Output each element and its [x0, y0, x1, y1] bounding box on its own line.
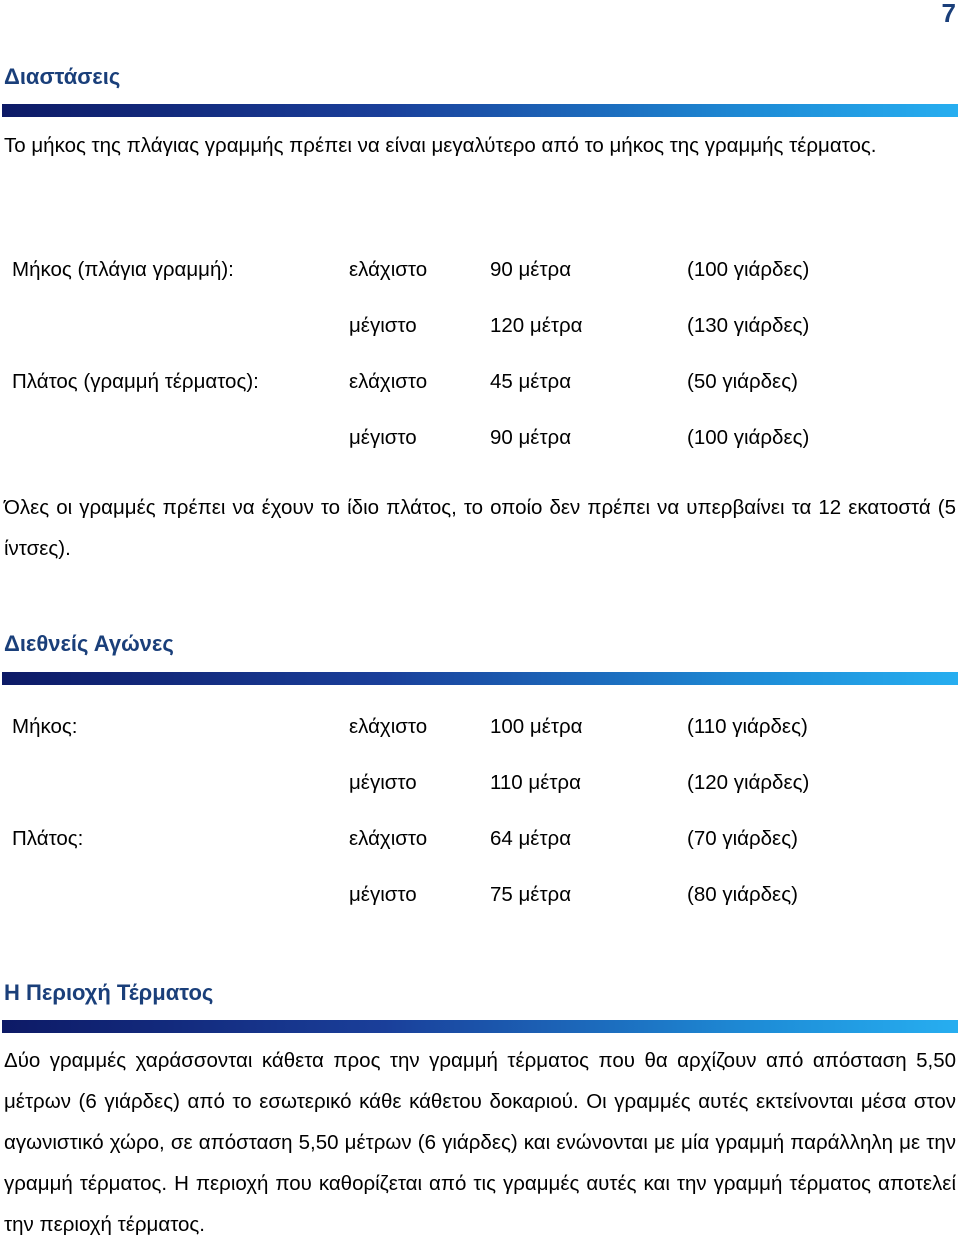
row-label: Μήκος: [12, 715, 78, 738]
dimension-row [0, 824, 960, 854]
row-label: Μήκος (πλάγια γραμμή): [12, 258, 234, 281]
row-label: Πλάτος: [12, 827, 84, 850]
row-kind: ελάχιστο [349, 715, 428, 738]
row-yards: (100 γιάρδες) [687, 258, 810, 281]
section-heading-goal-area: Η Περιοχή Τέρματος [4, 980, 214, 1005]
row-yards: (100 γιάρδες) [687, 426, 810, 449]
dimension-row [0, 880, 960, 910]
dimension-row [0, 255, 960, 285]
row-kind: ελάχιστο [349, 370, 428, 393]
section-divider-international [2, 672, 958, 685]
row-metric: 45 μέτρα [490, 370, 572, 393]
row-yards: (130 γιάρδες) [687, 314, 810, 337]
row-kind: μέγιστο [349, 771, 417, 794]
row-kind: ελάχιστο [349, 827, 428, 850]
row-metric: 120 μέτρα [490, 314, 583, 337]
dimension-row [0, 712, 960, 742]
row-yards: (120 γιάρδες) [687, 771, 810, 794]
section-heading-dimensions: Διαστάσεις [4, 64, 121, 89]
row-label: Πλάτος (γραμμή τέρματος): [12, 370, 259, 393]
row-metric: 75 μέτρα [490, 883, 572, 906]
row-metric: 110 μέτρα [490, 771, 581, 794]
row-metric: 100 μέτρα [490, 715, 583, 738]
row-yards: (70 γιάρδες) [687, 827, 798, 850]
row-yards: (110 γιάρδες) [687, 715, 808, 738]
section-divider-dimensions [2, 104, 958, 117]
page-number: 7 [941, 0, 956, 28]
section-divider-goal-area [2, 1020, 958, 1033]
line-width-note: Όλες οι γραμμές πρέπει να έχουν το ίδιο πλάτος, το οποίο δεν πρέπει να υπερβαίνει τα 12 εκατοστά (5 ίντσες). [4, 496, 956, 560]
row-yards: (50 γιάρδες) [687, 370, 798, 393]
row-metric: 90 μέτρα [490, 426, 572, 449]
goal-area-text: Δύο γραμμές χαράσσονται κάθετα προς την γραμμή τέρματος που θα αρχίζουν από απόσταση 5,50 μέτρων (6 γιάρδες) από το εσωτερικό κάθε κάθετου δοκαριού. Οι γραμμές αυτές εκτείνονται μέσα στον αγωνιστικό χώρο, σε απόσταση 5,50 μέτρων (6 γιάρδες) και ενώνονται με μία γραμμή παράλληλη με την γραμμή τέρματος. Η περιοχή που καθορίζεται από τις γραμμές αυτές και την γραμμή τέρματος αποτελεί την περιοχή τέρματος. [4, 1049, 956, 1236]
dimension-row [0, 367, 960, 397]
row-kind: μέγιστο [349, 314, 417, 337]
row-kind: μέγιστο [349, 883, 417, 906]
row-kind: μέγιστο [349, 426, 417, 449]
row-metric: 64 μέτρα [490, 827, 572, 850]
dimensions-intro-text: Το μήκος της πλάγιας γραμμής πρέπει να είναι μεγαλύτερο από το μήκος της γραμμής τέρματος. [4, 134, 877, 157]
row-kind: ελάχιστο [349, 258, 428, 281]
section-heading-international: Διεθνείς Αγώνες [4, 631, 174, 656]
row-metric: 90 μέτρα [490, 258, 572, 281]
dimension-row [0, 423, 960, 453]
row-yards: (80 γιάρδες) [687, 883, 798, 906]
dimension-row [0, 311, 960, 341]
dimension-row [0, 768, 960, 798]
